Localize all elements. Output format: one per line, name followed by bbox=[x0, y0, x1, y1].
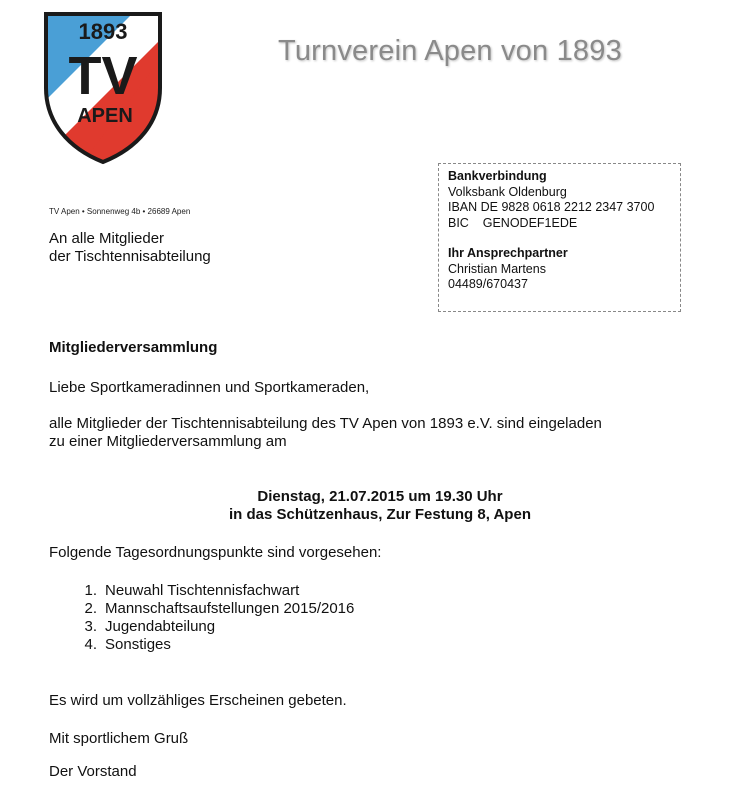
bank-name: Volksbank Oldenburg bbox=[448, 184, 567, 199]
letter-closing: Es wird um vollzähliges Erscheinen gebeten. bbox=[49, 692, 347, 709]
agenda-list bbox=[49, 582, 354, 654]
club-logo bbox=[40, 10, 166, 166]
agenda-intro: Folgende Tagesordnungspunkte sind vorgesehen: bbox=[49, 544, 382, 561]
agenda-text: Mannschaftsaufstellungen 2015/2016 bbox=[105, 600, 355, 617]
letter-regards: Mit sportlichem Gruß bbox=[49, 730, 189, 747]
agenda-number: 2. bbox=[84, 600, 97, 617]
recipient-line-2: der Tischtennisabteilung bbox=[49, 248, 211, 265]
recipient-block bbox=[49, 230, 211, 266]
agenda-item bbox=[49, 618, 354, 636]
logo-year: 1893 bbox=[78, 19, 128, 44]
agenda-text: Neuwahl Tischtennisfachwart bbox=[105, 582, 300, 599]
invite-line-2: zu einer Mitgliederversammlung am bbox=[49, 433, 287, 450]
agenda-number: 4. bbox=[84, 636, 97, 653]
recipient-line-1: An alle Mitglieder bbox=[49, 230, 165, 247]
event-details bbox=[0, 488, 742, 524]
logo-town: APEN bbox=[77, 105, 133, 127]
contact-phone: 04489/670437 bbox=[448, 277, 528, 291]
bank-heading: Bankverbindung bbox=[448, 169, 547, 183]
agenda-text: Sonstiges bbox=[105, 636, 171, 653]
logo-initials: TV bbox=[68, 46, 138, 106]
info-box bbox=[438, 163, 681, 312]
invite-line-1: alle Mitglieder der Tischtennisabteilung des TV Apen von 1893 e.V. sind eingeladen bbox=[49, 415, 602, 432]
agenda-item bbox=[49, 636, 354, 654]
agenda-item bbox=[49, 582, 354, 600]
sender-address: TV Apen • Sonnenweg 4b • 26689 Apen bbox=[49, 207, 191, 216]
letter-greeting: Liebe Sportkameradinnen und Sportkameraden, bbox=[49, 379, 370, 396]
contact-name: Christian Martens bbox=[448, 261, 546, 276]
agenda-number: 3. bbox=[84, 618, 97, 635]
agenda-item bbox=[49, 600, 354, 618]
agenda-number: 1. bbox=[84, 582, 97, 599]
event-location: in das Schützenhaus, Zur Festung 8, Apen bbox=[229, 506, 531, 523]
letter-signature: Der Vorstand bbox=[49, 763, 137, 780]
event-date: Dienstag, 21.07.2015 um 19.30 Uhr bbox=[257, 488, 503, 505]
letter-subject: Mitgliederversammlung bbox=[49, 339, 218, 356]
bank-iban: IBAN DE 9828 0618 2212 2347 3700 bbox=[448, 200, 655, 214]
club-title: Turnverein Apen von 1893 bbox=[278, 35, 622, 67]
contact-heading: Ihr Ansprechpartner bbox=[448, 246, 568, 260]
agenda-text: Jugendabteilung bbox=[105, 618, 216, 635]
letter-invitation bbox=[49, 415, 602, 451]
bank-bic: BIC GENODEF1EDE bbox=[448, 215, 578, 230]
